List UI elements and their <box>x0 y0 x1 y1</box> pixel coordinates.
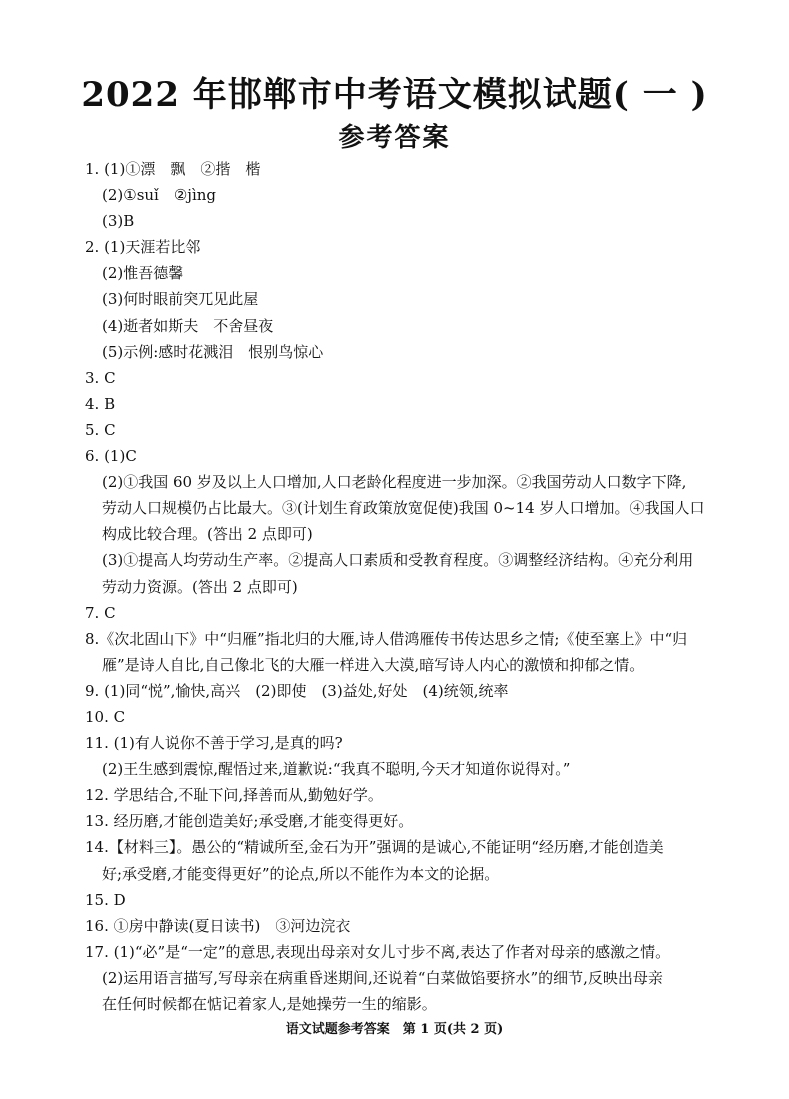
answer-line: 6. (1)C <box>85 447 137 466</box>
answer-line: 好;承受磨,才能变得更好”的论点,所以不能作为本文的论据。 <box>102 864 500 883</box>
page-subtitle: 参考答案 <box>338 123 451 153</box>
answer-line: 9. (1)同“悦”,愉快,高兴 (2)即使 (3)益处,好处 (4)统领,统率 <box>85 681 509 700</box>
answer-content <box>85 156 707 1017</box>
answer-line: 雁”是诗人自比,自己像北飞的大雁一样进入大漠,暗写诗人内心的激愤和抑郁之情。 <box>102 655 645 674</box>
answer-line: 劳动力资源。(答出 2 点即可) <box>102 577 298 596</box>
answer-line: (2)①suǐ ②jìng <box>102 186 217 205</box>
answer-line: (4)逝者如斯夫 不舍昼夜 <box>102 316 274 335</box>
answer-line: 10. C <box>85 707 126 726</box>
page-footer: 语文试题参考答案 第 1 页(共 2 页) <box>285 1022 504 1037</box>
answer-line: 劳动人口规模仍占比最大。③(计划生育政策放宽促使)我国 0~14 岁人口增加。④我国人口 <box>102 499 705 518</box>
answer-line: 4. B <box>85 394 116 413</box>
answer-line: (2)王生感到震惊,醒悟过来,道歉说:“我真不聪明,今天才知道你说得对。” <box>102 760 571 779</box>
answer-line: (3)①提高人均劳动生产率。②提高人口素质和受教育程度。③调整经济结构。④充分利用 <box>102 551 694 570</box>
answer-line: (2)①我国 60 岁及以上人口增加,人口老龄化程度进一步加深。②我国劳动人口数字下降, <box>102 473 687 492</box>
answer-line: (5)示例:感时花溅泪 恨别鸟惊心 <box>102 342 324 361</box>
answer-line: 3. C <box>85 368 116 387</box>
answer-line: 14.【材料三】。愚公的“精诚所至,金石为开”强调的是诚心,不能证明“经历磨,才能创造美 <box>85 838 664 857</box>
answer-line: 构成比较合理。(答出 2 点即可) <box>102 525 313 544</box>
answer-line: (3)何时眼前突兀见此屋 <box>102 290 259 309</box>
answer-line: 2. (1)天涯若比邻 <box>85 238 201 257</box>
answer-line: 16. ①房中静读(夏日读书) ③河边浣衣 <box>85 916 351 935</box>
answer-line: (2)运用语言描写,写母亲在病重昏迷期间,还说着“白菜做馅要挤水”的细节,反映出母亲 <box>102 968 663 987</box>
page-title: 2022 年邯郸市中考语文模拟试题( 一 ) <box>81 75 708 115</box>
answer-line: 在任何时候都在惦记着家人,是她操劳一生的缩影。 <box>102 995 437 1013</box>
answer-line: 17. (1)“必”是“一定”的意思,表现出母亲对女儿寸步不离,表达了作者对母亲的感激之情。 <box>85 942 671 961</box>
answer-line: (3)B <box>102 212 135 231</box>
answer-line: 8.《次北固山下》中“归雁”指北归的大雁,诗人借鸿雁传书传达思乡之情;《使至塞上》中“归 <box>85 629 688 648</box>
answer-line: (2)惟吾德馨 <box>102 264 184 283</box>
answer-line: 11. (1)有人说你不善于学习,是真的吗? <box>85 734 343 753</box>
answer-line: 13. 经历磨,才能创造美好;承受磨,才能变得更好。 <box>85 812 414 831</box>
answer-line: 15. D <box>85 890 126 909</box>
answer-line: 12. 学思结合,不耻下问,择善而从,勤勉好学。 <box>85 786 383 805</box>
answer-line: 5. C <box>85 420 116 439</box>
answer-line: 1. (1)①漂 飘 ②揩 楷 <box>85 160 261 178</box>
answer-line: 7. C <box>85 603 116 622</box>
